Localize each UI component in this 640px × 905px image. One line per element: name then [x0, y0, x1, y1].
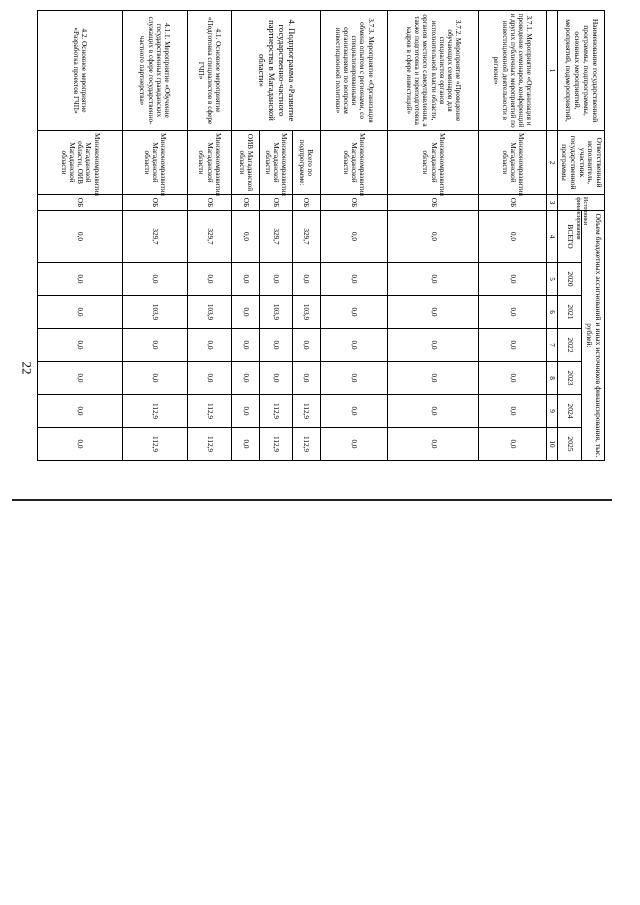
row-value: 0,0: [232, 263, 260, 296]
header-year: 2023: [558, 362, 581, 395]
column-number: 9: [547, 395, 558, 428]
row-source: ОБ: [187, 195, 231, 211]
header-executor: Ответственный исполнитель, участник государственной программы: [558, 131, 605, 195]
row-value: 0,0: [232, 395, 260, 428]
column-numbers-row: [547, 11, 558, 461]
row-value: 0,0: [320, 263, 388, 296]
row-executor: Минэкономразвития Магаданской области, ОИВ Магаданской области: [38, 131, 122, 195]
row-total: 0,0: [388, 211, 479, 263]
row-value: 0,0: [122, 329, 187, 362]
horizontal-rule: [12, 499, 612, 501]
row-total: 0,0: [38, 211, 122, 263]
header-total: ВСЕГО: [558, 211, 581, 263]
rotated-table-wrapper: [40, 10, 605, 460]
row-source: ОБ: [388, 195, 479, 211]
row-total: 329,7: [187, 211, 231, 263]
column-number: 6: [547, 296, 558, 329]
row-value: 0,0: [320, 428, 388, 461]
row-name: 4. Подпрограмма «Развитие государственно-частного партнерства в Магаданской области»: [232, 11, 320, 131]
row-value: 0,0: [320, 395, 388, 428]
row-executor: Минэкономразвития Магаданской области: [260, 131, 292, 195]
row-value: 0,0: [122, 362, 187, 395]
row-value: 0,0: [320, 296, 388, 329]
row-value: 0,0: [38, 395, 122, 428]
row-value: 103,9: [187, 296, 231, 329]
header-year: 2024: [558, 395, 581, 428]
row-total: 329,7: [260, 211, 292, 263]
financing-table: [37, 10, 605, 461]
row-value: 103,9: [292, 296, 320, 329]
row-value: 0,0: [388, 395, 479, 428]
row-value: 112,9: [292, 395, 320, 428]
column-number: 10: [547, 428, 558, 461]
row-value: 0,0: [479, 329, 547, 362]
column-number: 5: [547, 263, 558, 296]
table-body: [38, 11, 547, 461]
row-value: 0,0: [38, 263, 122, 296]
column-number: 2: [547, 131, 558, 195]
row-name: 4.1. Основное мероприятие «Подготовка специалистов в сфере ГЧП»: [187, 11, 231, 131]
row-value: 0,0: [232, 362, 260, 395]
row-value: 103,9: [260, 296, 292, 329]
table-row: [479, 11, 547, 461]
column-number: 3: [547, 195, 558, 211]
row-value: 0,0: [479, 428, 547, 461]
row-value: 112,9: [260, 428, 292, 461]
row-executor: Минэкономразвития Магаданской области: [479, 131, 547, 195]
row-value: 0,0: [479, 362, 547, 395]
row-value: 0,0: [260, 329, 292, 362]
row-value: 0,0: [479, 395, 547, 428]
table-row: [388, 11, 479, 461]
row-total: 329,7: [122, 211, 187, 263]
header-year: 2021: [558, 296, 581, 329]
row-source: ОБ: [292, 195, 320, 211]
table-row: [320, 11, 388, 461]
header-name: Наименование государственной программы, подпрограммы, основных мероприятий, мероприятий, подмероприятий,: [558, 11, 605, 131]
row-value: 0,0: [292, 263, 320, 296]
row-value: 0,0: [388, 362, 479, 395]
row-executor: ОИВ Магаданской области: [232, 131, 260, 195]
row-value: 0,0: [38, 329, 122, 362]
row-name: 4.1.1. Мероприятие «Обучение государственных гражданских служащих в сфере государственно-частного партнерства»: [122, 11, 187, 131]
column-number: 1: [547, 11, 558, 131]
row-value: 0,0: [479, 263, 547, 296]
row-value: 0,0: [479, 296, 547, 329]
row-value: 0,0: [388, 428, 479, 461]
row-value: 0,0: [38, 362, 122, 395]
row-value: 0,0: [38, 296, 122, 329]
column-number: 4: [547, 211, 558, 263]
row-value: 0,0: [38, 428, 122, 461]
row-value: 0,0: [232, 428, 260, 461]
row-executor: Минэкономразвития Магаданской области: [187, 131, 231, 195]
row-executor: Минэкономразвития Магаданской области: [388, 131, 479, 195]
table-row: [187, 11, 231, 461]
row-value: 0,0: [260, 263, 292, 296]
row-value: 0,0: [388, 329, 479, 362]
row-value: 0,0: [388, 263, 479, 296]
table-row-subprogram: [292, 11, 320, 461]
row-source: ОБ: [122, 195, 187, 211]
row-value: 103,9: [122, 296, 187, 329]
row-total: 0,0: [479, 211, 547, 263]
row-value: 0,0: [388, 296, 479, 329]
row-value: 0,0: [320, 329, 388, 362]
row-name: 4.2. Основное мероприятие «Разработка проектов ГЧП»: [38, 11, 122, 131]
row-value: 112,9: [122, 428, 187, 461]
header-year: 2022: [558, 329, 581, 362]
row-value: 0,0: [292, 362, 320, 395]
row-value: 112,9: [292, 428, 320, 461]
row-value: 0,0: [260, 362, 292, 395]
row-value: 0,0: [320, 362, 388, 395]
row-value: 0,0: [187, 263, 231, 296]
row-value: 0,0: [232, 329, 260, 362]
table-row: [38, 11, 122, 461]
row-source: ОБ: [479, 195, 547, 211]
row-total: 0,0: [320, 211, 388, 263]
header-source: Источники финансирования: [558, 195, 605, 211]
row-total: 0,0: [232, 211, 260, 263]
row-total: 329,7: [292, 211, 320, 263]
row-value: 0,0: [232, 296, 260, 329]
row-name: 3.7.1. Мероприятие «Организация и проведение семинаров, конференций и других публичных мероприятий по инвестиционной деятельности в регионе»: [479, 11, 547, 131]
column-number: 7: [547, 329, 558, 362]
row-executor: Всего по подпрограмме:: [292, 131, 320, 195]
row-value: 0,0: [122, 263, 187, 296]
row-name: 3.7.2. Мероприятие «Проведение обучающих семинаров для специалистов органов исполнительной власти области, органов местного самоуправления, а также подготовка и переподготовка кадров в сфере инвестиций»: [388, 11, 479, 131]
header-year: 2025: [558, 428, 581, 461]
row-value: 0,0: [187, 362, 231, 395]
row-name: 3.7.3. Мероприятие «Организация обмена опытом с регионами, со специализированными организациями по вопросам инвестиционной политики»: [320, 11, 388, 131]
row-source: ОБ: [320, 195, 388, 211]
row-source: ОБ: [38, 195, 122, 211]
column-number: 8: [547, 362, 558, 395]
table-row: [122, 11, 187, 461]
row-value: 0,0: [292, 329, 320, 362]
row-value: 112,9: [187, 428, 231, 461]
row-value: 112,9: [122, 395, 187, 428]
header-volume: Объем бюджетных ассигнований и иных источников финансирования, тыс. рублей:: [581, 211, 604, 461]
row-source: ОБ: [232, 195, 260, 211]
row-value: 112,9: [187, 395, 231, 428]
page-number: 22: [19, 361, 35, 375]
row-source: ОБ: [260, 195, 292, 211]
row-executor: Минэкономразвития Магаданской области: [122, 131, 187, 195]
header-year: 2020: [558, 263, 581, 296]
table-header: [547, 11, 605, 461]
row-value: 112,9: [260, 395, 292, 428]
row-value: 0,0: [187, 329, 231, 362]
row-executor: Минэкономразвития Магаданской области: [320, 131, 388, 195]
